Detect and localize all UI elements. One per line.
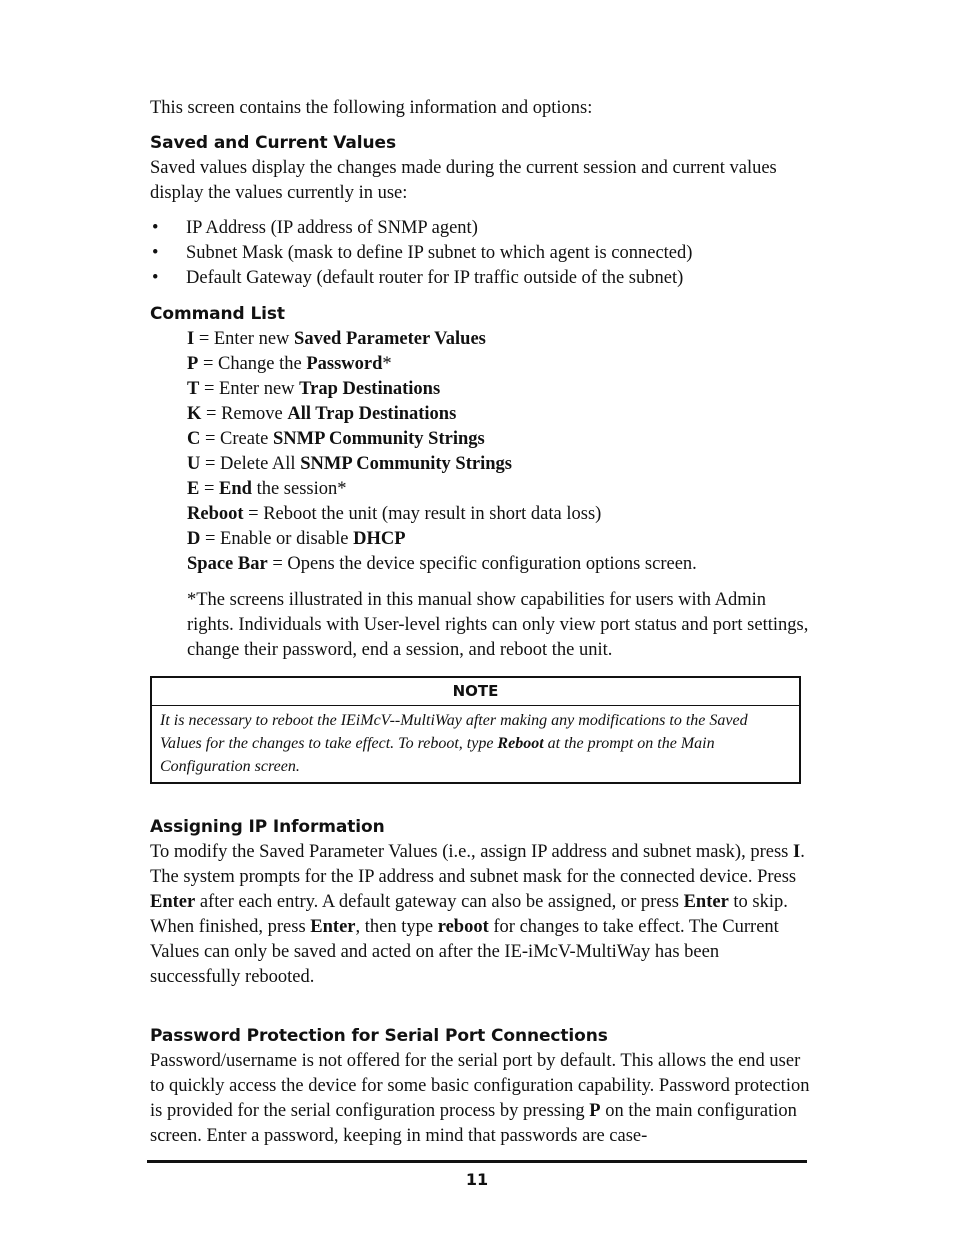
command-item: U = Delete All SNMP Community Strings [187, 454, 512, 474]
page-number: 11 [465, 1170, 489, 1189]
note-box [150, 676, 801, 784]
command-item: D = Enable or disable DHCP [187, 529, 406, 549]
saved-values-text: Saved values display the changes made during the current session and current values display the values currently in use: [150, 158, 777, 203]
command-list [187, 327, 810, 577]
command-item: I = Enter new Saved Parameter Values [187, 329, 486, 349]
saved-values-heading: Saved and Current Values [150, 133, 396, 153]
admin-footnote: *The screens illustrated in this manual show capabilities for users with Admin rights. Individuals with User-level rights can only view port status and port settings, change their password, end a session, and reboot the unit. [187, 590, 809, 660]
values-list [150, 216, 810, 291]
intro-text: This screen contains the following information and options: [150, 98, 593, 118]
command-item: T = Enter new Trap Destinations [187, 379, 441, 399]
note-title: NOTE [152, 678, 799, 706]
list-item: • Subnet Mask (mask to define IP subnet to which agent is connected) [150, 241, 810, 266]
command-item: C = Create SNMP Community Strings [187, 429, 485, 449]
command-item: P = Change the Password* [187, 354, 392, 374]
footer-divider [147, 1160, 807, 1163]
assigning-ip-heading: Assigning IP Information [150, 817, 385, 837]
note-text: It is necessary to reboot the IEiMcV--MultiWay after making any modifications to the Saved Values for the changes to take effect. To reboot, type Reboot at the prompt on the Main Configuration screen. [160, 712, 748, 775]
command-item: E = End the session* [187, 479, 347, 499]
list-item: • IP Address (IP address of SNMP agent) [150, 216, 810, 241]
list-item: • Default Gateway (default router for IP traffic outside of the subnet) [150, 266, 810, 291]
command-item: Reboot = Reboot the unit (may result in short data loss) [187, 504, 602, 524]
password-protection-text: Password/username is not offered for the serial port by default. This allows the end user to quickly access the device for some basic configuration capability. Password protection is provided for the serial configuration process by pressing P on the main configuration screen. Enter a password, keeping in mind that passwords are case- [150, 1051, 810, 1146]
assigning-ip-text: To modify the Saved Parameter Values (i.e., assign IP address and subnet mask), press I. The system prompts for the IP address and subnet mask for the connected device. Press Enter after each entry. A default gateway can also be assigned, or press Enter to skip. When finished, press Enter, then type reboot for changes to take effect. The Current Values can only be saved and acted on after the IE-iMcV-MultiWay has been successfully rebooted. [150, 842, 805, 987]
password-protection-heading: Password Protection for Serial Port Connections [150, 1026, 608, 1046]
command-item: K = Remove All Trap Destinations [187, 404, 457, 424]
manual-page [150, 96, 810, 1149]
command-item: Space Bar = Opens the device specific configuration options screen. [187, 554, 697, 574]
command-list-heading: Command List [150, 304, 285, 324]
